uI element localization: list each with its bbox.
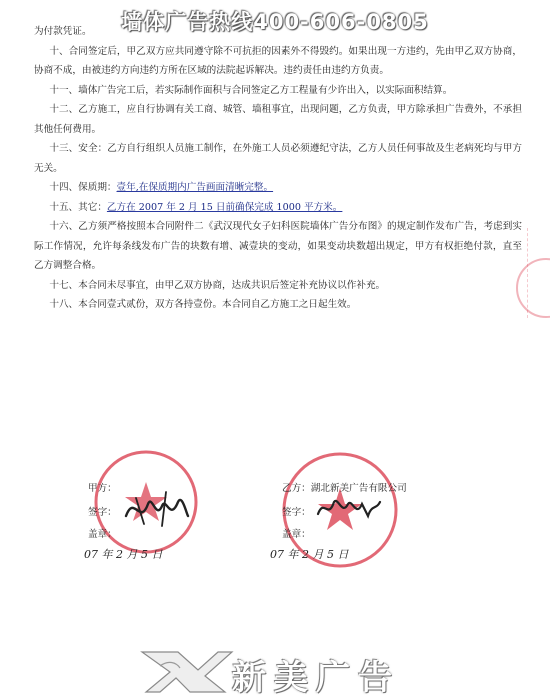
clause-payment-proof: 为付款凭证。 xyxy=(34,26,92,37)
clause-17: 十七、本合同未尽事宜，由甲乙双方协商，达成共识后签定补充协议以作补充。 xyxy=(49,279,386,291)
party-a-label: 甲方： xyxy=(88,483,117,494)
party-b-date: 07 年 2 月 5 日 xyxy=(270,548,349,561)
clause-11: 十一、墙体广告完工后，若实际制作面积与合同签定乙方工程量有少许出入，以实际面积结算。 xyxy=(49,84,453,96)
contract-body-top xyxy=(34,22,522,315)
clause-15-value: 乙方在 2007 年 2 月 15 日前确保完成 1000 平方米。 xyxy=(106,201,343,213)
clause-12: 十二、乙方施工，应自行协调有关工商、城管、墙租事宜，出现问题，乙方负责，甲方除承担广告费外，不承担其他任何费用。 xyxy=(34,104,522,135)
party-b-stamp-label: 盖章： xyxy=(282,529,311,540)
party-b-signature-icon xyxy=(314,492,384,524)
clause-14-label: 十四、保质期： xyxy=(49,182,117,193)
party-a-date: 07 年 2 月 5 日 xyxy=(84,548,163,561)
party-a-signature-icon xyxy=(122,486,192,530)
clause-16: 十六、乙方须严格按照本合同附件二《武汉现代女子妇科医院墙体广告分布图》的规定制作发布广告，考虑到实际工作情况，允许每条线发布广告的块数有增、减壹块的变动，如果变动块数超出规定，甲方有权拒绝付款，直至乙方调整合格。 xyxy=(34,221,522,271)
party-a-sign-label: 签字： xyxy=(88,507,117,518)
clause-10: 十、合同签定后，甲乙双方应共同遵守除不可抗拒的因素外不得毁约。如果出现一方违约，先由甲乙双方协商，协商不成，由被违约方向违约方所在区域的法院起诉解决。违约责任由违约方负责。 xyxy=(34,45,522,76)
clause-14-value: 壹年,在保质期内广告画面清晰完整。 xyxy=(116,182,274,193)
party-a-stamp-label: 盖章： xyxy=(88,529,117,540)
party-b-sign-label: 签字： xyxy=(282,507,311,518)
clause-15-label: 十五、其它： xyxy=(49,201,107,213)
page-edge-mark xyxy=(527,228,550,318)
party-b-label: 乙方： xyxy=(282,483,311,494)
clause-13: 十三、安全：乙方自行组织人员施工制作，在外施工人员必须遵纪守法，乙方人员任何事故及生老病死均与甲方无关。 xyxy=(34,143,522,174)
brand-name: 新美广告 xyxy=(232,658,400,698)
clause-18: 十八、本合同壹式贰份，双方各持壹份。本合同自乙方施工之日起生效。 xyxy=(49,299,357,310)
party-b-name: 湖北新美广告有限公司 xyxy=(310,483,407,494)
clause-15 xyxy=(34,198,522,218)
hotline-watermark: 墙体广告热线400-606-0805 xyxy=(121,10,429,34)
clause-14 xyxy=(34,178,522,198)
